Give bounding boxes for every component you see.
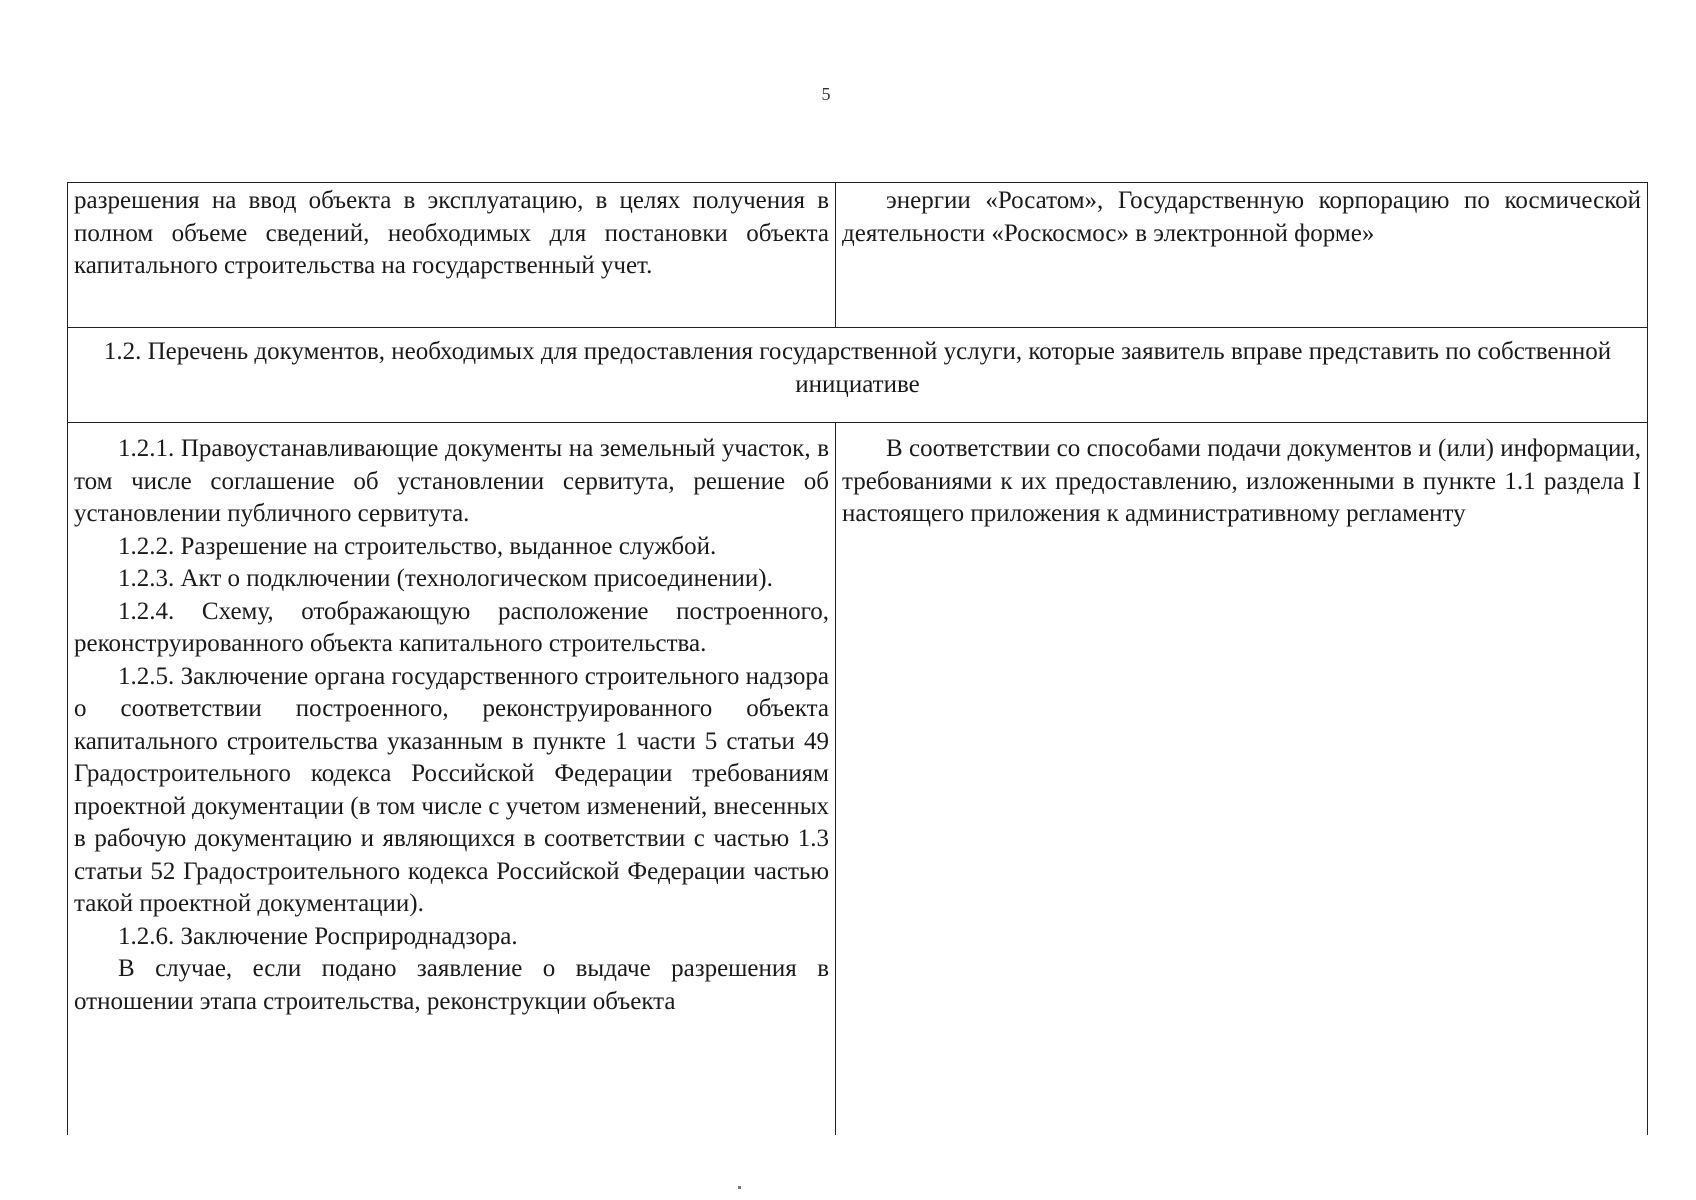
- list-item-1-2-4: 1.2.4. Схему, отображающую расположение построенного, реконструированного объекта капитального строительства.: [74, 597, 829, 657]
- table-row: [68, 183, 1648, 328]
- list-item-1-2-3: 1.2.3. Акт о подключении (технологическом присоединении).: [118, 565, 773, 592]
- row3-left-cell: [68, 423, 836, 1136]
- page-number: 5: [821, 84, 831, 104]
- scan-artifact-dot: [738, 1186, 741, 1189]
- list-item-stage-note: В случае, если подано заявление о выдаче разрешения в отношении этапа строительства, реконструкции объекта: [74, 955, 829, 1015]
- section-header-text: 1.2. Перечень документов, необходимых для предоставления государственной услуги, которые заявитель вправе представить по собственной инициативе: [103, 338, 1612, 398]
- table-row: [68, 423, 1648, 1136]
- row3-right-cell: [836, 423, 1648, 1136]
- section-header-cell: [68, 328, 1648, 423]
- row1-right-cell: [836, 183, 1648, 328]
- document-table: [67, 182, 1648, 1135]
- list-item-1-2-1: 1.2.1. Правоустанавливающие документы на земельный участок, в том числе соглашение об установлении сервитута, решение об установлении публичного сервитута.: [74, 435, 829, 527]
- list-item-1-2-6: 1.2.6. Заключение Росприроднадзора.: [118, 922, 518, 950]
- list-item-1-2-5: 1.2.5. Заключение органа государственного строительного надзора о соответствии построенного, реконструированного объекта капитального строительства указанным в пункте 1 части 5 статьи 49 Градостроительного кодекса Российской Федерации требованиям проектной документации (в том числе с учетом изменений, внесенных в рабочую документацию и являющихся в соответствии с частью 1.3 статьи 52 Градостроительного кодекса Российской Федерации частью такой проектной документации).: [74, 662, 829, 917]
- row3-right-text: В соответствии со способами подачи документов и (или) информации, требованиями к их предоставлению, изложенными в пункте 1.1 раздела I настоящего приложения к административному регламенту: [842, 435, 1641, 527]
- row1-left-text: разрешения на ввод объекта в эксплуатацию, в целях получения в полном объеме сведений, необходимых для постановки объекта капитального строительства на государственный учет.: [74, 187, 829, 279]
- list-item-1-2-2: 1.2.2. Разрешение на строительство, выданное службой.: [118, 532, 717, 560]
- row1-left-cell: [68, 183, 836, 328]
- section-header-row: [68, 328, 1648, 423]
- row1-right-text: энергии «Росатом», Государственную корпорацию по космической деятельности «Роскосмос» в электронной форме»: [842, 187, 1641, 247]
